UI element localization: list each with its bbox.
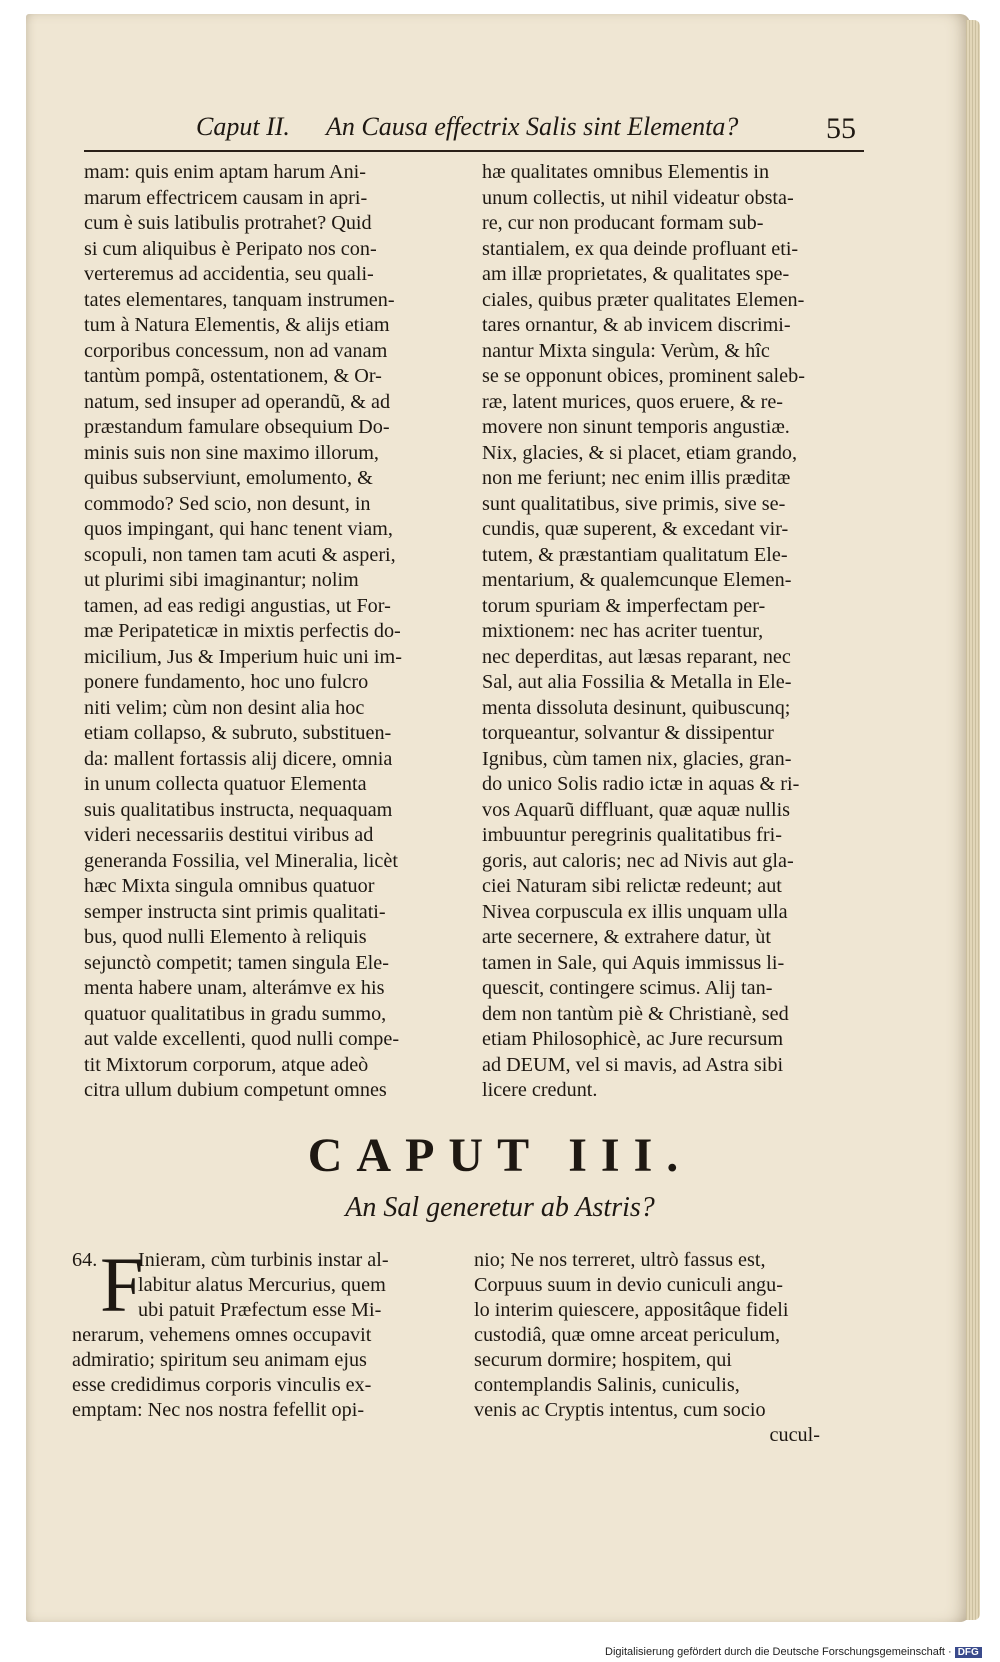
right-column-line: tamen in Sale, qui Aquis immissus li-: [482, 951, 785, 974]
left-column-line: bus, quod nulli Elemento à reliquis: [84, 926, 367, 948]
left-column-line: niti velim; cùm non desint alia hoc: [84, 696, 365, 719]
chapter-subtitle: An Sal generetur ab Astris?: [345, 1192, 655, 1223]
left-column-line: in unum collecta quatuor Elementa: [84, 773, 367, 795]
chapter-heading: CAPUT III.: [307, 1129, 693, 1182]
left-column-line: corporibus concessum, non ad vanam: [84, 339, 388, 362]
right-column-line: vos Aquarũ diffluant, quæ aquæ nullis: [482, 798, 791, 821]
lower-right-column: [474, 1248, 854, 1448]
running-head-title: An Causa effectrix Salis sint Elementa?: [326, 112, 739, 141]
right-column-line: non me feriunt; nec enim illis præditæ: [482, 467, 791, 489]
right-column-line: nec deperditas, aut læsas reparant, nec: [482, 645, 791, 668]
right-column-line: re, cur non producant formam sub-: [482, 212, 764, 234]
left-column-line: hæc Mixta singula omnibus quatuor: [84, 875, 375, 897]
left-column-line: minis suis non sine maximo illorum,: [84, 441, 379, 464]
right-column-line: Nix, glacies, & si placet, etiam grando,: [482, 441, 798, 464]
left-column-line: quibus subserviunt, emolumento, &: [84, 467, 373, 489]
right-column-line: menta dissoluta desinunt, quibuscunq;: [482, 696, 791, 719]
drop-capital: F: [100, 1241, 144, 1328]
left-column-line: suis qualitatibus instructa, nequaquam: [84, 798, 393, 821]
right-column-line: ciales, quibus præter qualitates Elemen-: [482, 288, 805, 311]
left-column-line: mam: quis enim aptam harum Ani-: [84, 161, 367, 183]
lower-right-line: Corpuus suum in devio cuniculi angu-: [474, 1274, 783, 1296]
lower-left-line: labitur alatus Mercurius, quem: [138, 1274, 386, 1296]
footer-credit: [605, 1646, 982, 1658]
left-column-line: si cum aliquibus è Peripato nos con-: [84, 237, 377, 260]
right-column-line: mixtionem: nec has acriter tuentur,: [482, 620, 764, 642]
left-column-line: tum à Natura Elementis, & alijs etiam: [84, 314, 390, 336]
right-column-line: Ignibus, cùm tamen nix, glacies, gran-: [482, 747, 792, 770]
right-column-line: torqueantur, solvantur & dissipentur: [482, 722, 774, 744]
page-number: 55: [826, 112, 856, 145]
right-column-line: hæ qualitates omnibus Elementis in: [482, 161, 770, 183]
lower-right-line: securum dormire; hospitem, qui: [474, 1349, 732, 1371]
left-column-line: mæ Peripateticæ in mixtis perfectis do-: [84, 620, 401, 642]
left-column-line: præstandum famulare obsequium Do-: [84, 416, 390, 438]
right-column-line: ad DEUM, vel si mavis, ad Astra sibi: [482, 1053, 784, 1076]
right-text-column: [482, 160, 860, 1104]
lower-left-line: admiratio; spiritum seu animam ejus: [72, 1349, 367, 1371]
right-column-line: torum spuriam & imperfectam per-: [482, 594, 766, 617]
right-column-line: quescit, contingere scimus. Alij tan-: [482, 977, 773, 999]
left-column-line: videri necessariis destitui viribus ad: [84, 824, 374, 846]
right-column-line: stantialem, ex qua deinde profluant eti-: [482, 237, 799, 260]
lower-left-line: nerarum, vehemens omnes occupavit: [72, 1324, 372, 1346]
lower-left-line: esse credidimus corporis vinculis ex-: [72, 1374, 372, 1396]
lower-left-line: 64. Inieram, cùm turbinis instar al-: [72, 1249, 389, 1271]
right-column-line: goris, aut caloris; nec ad Nivis aut gla-: [482, 849, 794, 872]
left-column-line: micilium, Jus & Imperium huic uni im-: [84, 645, 402, 668]
catchword: cucul-: [769, 1424, 820, 1446]
left-column-line: semper instructa sint primis qualitati-: [84, 900, 386, 923]
right-column-line: do unico Solis radio ictæ in aquas & ri-: [482, 773, 800, 795]
left-column-line: ponere fundamento, hoc uno fulcro: [84, 671, 369, 693]
left-column-line: da: mallent fortassis alij dicere, omnia: [84, 747, 393, 770]
right-column-line: tutem, & præstantiam qualitatum Ele-: [482, 543, 788, 566]
lower-right-line: custodiâ, quæ omne arceat periculum,: [474, 1324, 781, 1346]
left-column-line: tamen, ad eas redigi angustias, ut For-: [84, 594, 391, 617]
left-column-line: verteremus ad accidentia, seu quali-: [84, 263, 374, 285]
left-column-line: marum effectricem causam in apri-: [84, 186, 368, 209]
right-column-line: Nivea corpuscula ex illis unquam ulla: [482, 900, 788, 923]
left-column-line: quos impingant, qui hanc tenent viam,: [84, 518, 393, 540]
right-column-line: movere non sinunt temporis angustiæ.: [482, 416, 790, 438]
right-column-line: ræ, latent murices, quos eruere, & re-: [482, 390, 784, 413]
left-column-line: cum è suis latibulis protrahet? Quid: [84, 212, 372, 234]
right-column-line: imbuuntur peregrinis qualitatibus fri-: [482, 824, 782, 846]
left-column-line: scopuli, non tamen tam acuti & asperi,: [84, 543, 396, 566]
left-column-line: tantùm pompã, ostentationem, & Or-: [84, 365, 382, 387]
right-column-line: mentarium, & qualemcunque Elemen-: [482, 569, 792, 591]
right-column-line: etiam Philosophicè, ac Jure recursum: [482, 1028, 784, 1050]
left-column-line: commodo? Sed scio, non desunt, in: [84, 492, 371, 515]
right-column-line: sunt qualitatibus, sive primis, sive se-: [482, 492, 786, 515]
left-column-line: aut valde excellenti, quod nulli compe-: [84, 1028, 400, 1050]
left-column-line: quatuor qualitatibus in gradu summo,: [84, 1002, 387, 1025]
lower-right-line: venis ac Cryptis intentus, cum socio: [474, 1399, 766, 1421]
left-column-line: ut plurimi sibi imaginantur; nolim: [84, 569, 359, 591]
right-column-line: dem non tantùm piè & Christianè, sed: [482, 1002, 789, 1025]
page-edge: [966, 20, 980, 1620]
lower-right-line: contemplandis Salinis, cuniculis,: [474, 1374, 740, 1396]
right-column-line: arte secernere, & extrahere datur, ùt: [482, 926, 771, 948]
right-column-line: licere credunt.: [482, 1079, 598, 1101]
paragraph-number: 64.: [72, 1249, 98, 1271]
header-rule: [84, 150, 864, 152]
right-column-line: cundis, quæ superent, & excedant vir-: [482, 518, 789, 540]
lower-left-line: ubi patuit Præfectum esse Mi-: [138, 1299, 382, 1321]
left-column-line: citra ullum dubium competunt omnes: [84, 1079, 387, 1101]
left-column-line: tit Mixtorum corporum, atque adeò: [84, 1053, 369, 1076]
right-column-line: unum collectis, ut nihil videatur obsta-: [482, 186, 794, 209]
footer-text: Digitalisierung gefördert durch die Deutsche Forschungsgemeinschaft ·: [605, 1646, 952, 1658]
right-column-line: nantur Mixta singula: Verùm, & hîc: [482, 339, 770, 362]
left-column-line: etiam collapso, & subruto, substituen-: [84, 722, 392, 744]
left-column-line: sejunctò competit; tamen singula Ele-: [84, 951, 389, 974]
right-column-line: tares ornantur, & ab invicem discrimi-: [482, 314, 791, 336]
lower-right-line: lo interim quiescere, appositâque fideli: [474, 1299, 789, 1321]
left-column-line: tates elementares, tanquam instrumen-: [84, 288, 395, 311]
running-head-caput: Caput II.: [196, 112, 290, 141]
right-column-line: se se opponunt obices, prominent saleb-: [482, 365, 805, 387]
left-column-line: menta habere unam, alterámve ex his: [84, 977, 385, 999]
left-column-line: generanda Fossilia, vel Mineralia, licèt: [84, 849, 398, 872]
left-column-line: natum, sed insuper ad operandũ, & ad: [84, 390, 391, 413]
left-text-column: [84, 160, 459, 1104]
right-column-line: ciei Naturam sibi relictæ redeunt; aut: [482, 875, 782, 897]
lower-right-line: nio; Ne nos terreret, ultrò fassus est,: [474, 1249, 766, 1271]
right-column-line: am illæ proprietates, & qualitates spe-: [482, 263, 790, 285]
right-column-line: Sal, aut alia Fossilia & Metalla in Ele-: [482, 671, 792, 693]
running-head: [196, 112, 876, 152]
dfg-logo: DFG: [955, 1647, 982, 1658]
lower-left-line: emptam: Nec nos nostra fefellit opi-: [72, 1399, 365, 1421]
